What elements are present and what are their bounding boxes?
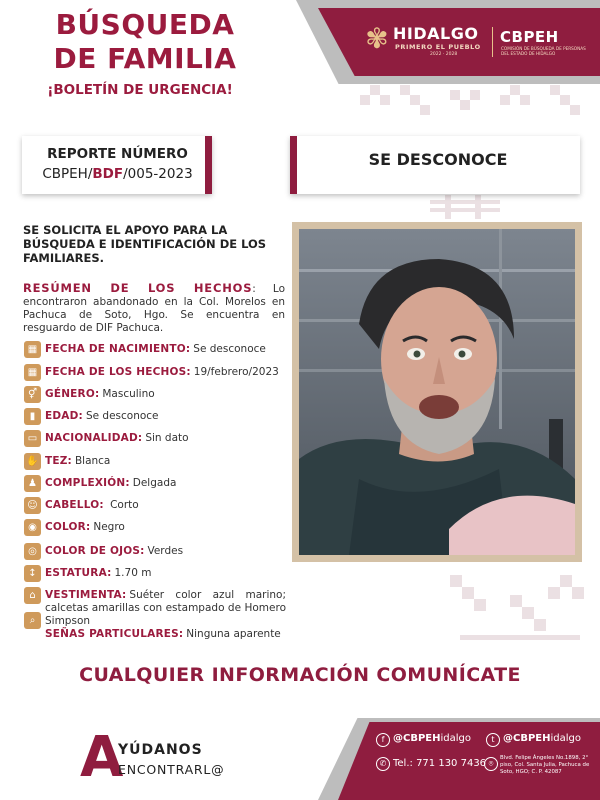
detail-label: ESTATURA: [45,567,112,579]
report-number-label: REPORTE NÚMERO [47,146,188,162]
detail-row-marks [24,615,286,641]
eye-icon: ◎ [24,543,41,560]
detail-row-event-date [24,366,286,381]
cbpeh-logo-text: CBPEH [500,28,559,46]
title-line-1: BÚSQUEDA [55,8,235,41]
detail-label: GÉNERO: [45,388,100,400]
facebook-handle-rest: idalgo [440,733,471,744]
page-title [30,8,260,76]
report-number-prefix: CBPEH/ [42,166,93,182]
calendar-icon: ▦ [24,364,41,381]
detail-label: VESTIMENTA: [45,589,127,601]
detail-label: FECHA DE NACIMIENTO: [45,343,191,355]
address: Blvd. Felipe Ángeles No.1898, 2° piso, Col. Santa Julia, Pachuca de Soto, HGO; C. P. 42087 [500,755,590,775]
detail-value: Corto [106,499,139,511]
detail-row-hair-color [24,521,286,536]
color-icon: ◉ [24,519,41,536]
detail-label: EDAD: [45,410,83,422]
height-icon: ↕ [24,565,41,582]
twitter-handle[interactable] [503,733,581,744]
detail-label: FECHA DE LOS HECHOS: [45,366,191,378]
detail-label: TEZ: [45,455,72,467]
hand-icon: ✋ [24,453,41,470]
facebook-handle-bold: @CBPEH [393,733,441,744]
detail-row-eye-color [24,545,286,560]
detail-row-age [24,410,286,425]
twitter-handle-rest: idalgo [550,733,581,744]
person-photo [299,229,575,555]
detail-label: COLOR DE OJOS: [45,545,145,557]
detail-value: 1.70 m [114,567,152,579]
hidalgo-logo-text: HIDALGO [393,24,479,43]
ayudanos-logo-text: YÚDANOS [118,742,203,758]
logo-divider [492,27,493,57]
detail-row-nationality [24,432,286,447]
facebook-icon: f [376,733,390,747]
detail-row-hair [24,499,286,514]
summary-label: RESÚMEN DE LOS HECHOS [23,281,253,295]
detail-row-height [24,567,286,582]
detail-value: Se desconoce [85,410,159,422]
detail-label: NACIONALIDAD: [45,432,143,444]
person-photo-illustration [299,229,575,555]
report-number-bdf: BDF [92,166,124,182]
ayudanos-logo-letter: A [80,725,124,790]
request-text: SE SOLICITA EL APOYO PARA LA BÚSQUEDA E IDENTIFICACIÓN DE LOS FAMILIARES. [23,223,267,265]
twitter-icon: t [486,733,500,747]
calendar-icon: ▦ [24,341,41,358]
detail-row-build [24,477,286,492]
hidalgo-slogan: PRIMERO EL PUEBLO [395,43,481,51]
hidalgo-years: 2022 · 2028 [430,52,458,57]
embroidery-pattern-3 [440,565,600,655]
summary-text: : Lo encontraron abandonado en la Col. Morelos en Pachuca de Soto, Hgo. Se encuentra en resguardo de DIF Pachuca. [23,283,285,334]
detail-value: 19/febrero/2023 [193,366,279,378]
body-icon: ♟ [24,475,41,492]
call-to-action: CUALQUIER INFORMACIÓN COMUNÍCATE [79,664,521,686]
magnifier-icon: ⌕ [24,612,41,629]
location-pin-icon: ⌾ [484,757,498,771]
detail-value: Delgada [132,477,177,489]
phone-number[interactable]: Tel.: 771 130 7436 [393,758,487,769]
detail-row-clothing [24,589,286,628]
hair-icon: ☺ [24,497,41,514]
clothing-icon: ⌂ [24,587,41,604]
detail-value: Ninguna aparente [186,628,281,640]
cbpeh-description: COMISIÓN DE BÚSQUEDA DE PERSONAS DEL ESTADO DE HIDALGO [501,46,586,56]
detail-value: Se desconoce [193,343,266,355]
detail-value: Masculino [102,388,155,400]
detail-value: Blanca [74,455,111,467]
detail-label: COLOR: [45,521,91,533]
detail-label: CABELLO: [45,499,104,511]
detail-value: Suéter color azul marino; calcetas amarillas con estampado de Homero Simpson [45,589,286,627]
detail-row-skin [24,455,286,470]
phone-icon: ✆ [376,757,390,771]
urgency-subtitle: ¡BOLETÍN DE URGENCIA! [47,82,233,98]
report-number-box [22,136,212,194]
summary-paragraph [23,282,285,335]
facebook-handle[interactable] [393,733,471,744]
twitter-handle-bold: @CBPEH [503,733,551,744]
title-line-2: DE FAMILIA [53,42,237,75]
age-bars-icon: ▮ [24,408,41,425]
detail-value: Negro [93,521,125,533]
hidalgo-flower-logo-icon: ✾ [365,22,389,55]
detail-value: Verdes [147,545,184,557]
detail-label: COMPLEXIÓN: [45,477,130,489]
encontrarla-logo-text: ENCONTRARL@ [118,762,225,777]
person-name: SE DESCONOCE [368,150,508,169]
id-card-icon: ▭ [24,430,41,447]
gender-icon: ⚥ [24,386,41,403]
detail-value: Sin dato [145,432,189,444]
detail-row-gender [24,388,286,403]
detail-label: SEÑAS PARTICULARES: [45,628,184,640]
report-number [30,166,205,182]
embroidery-pattern [340,80,600,130]
detail-row-birthdate [24,343,286,358]
report-number-suffix: /005-2023 [123,166,193,182]
embroidery-pattern-2 [425,195,505,219]
